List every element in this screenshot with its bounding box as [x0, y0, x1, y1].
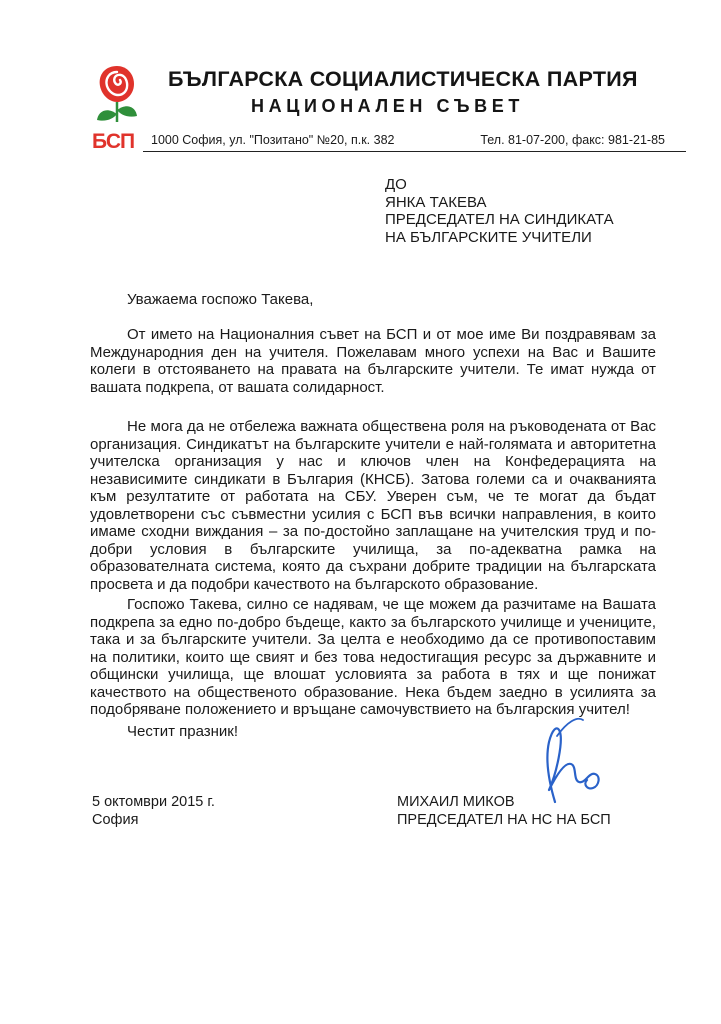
council-name: НАЦИОНАЛЕН СЪВЕТ	[251, 96, 524, 116]
org-contact: Тел. 81-07-200, факс: 981-21-85	[480, 133, 665, 147]
recipient-block	[385, 176, 614, 246]
closing-line: Честит празник!	[127, 723, 239, 740]
signer-block	[397, 793, 611, 829]
paragraph-1: От името на Националния съвет на БСП и от мое име Ви поздравявам за Международния ден на учителя. Пожелавам много успехи на Вас и Вашите колеги в отстояването на правата на българските учители. Те имат нужда от вашата подкрепа, от вашата солидарност.	[90, 326, 656, 396]
recipient-org: НА БЪЛГАРСКИТЕ УЧИТЕЛИ	[385, 228, 592, 246]
org-address: 1000 София, ул. "Позитано" №20, п.к. 382	[151, 133, 395, 147]
recipient-to: ДО	[385, 176, 407, 193]
signer-name: МИХАИЛ МИКОВ	[397, 794, 515, 810]
recipient-title: ПРЕДСЕДАТЕЛ НА СИНДИКАТА	[385, 211, 614, 228]
recipient-name: ЯНКА ТАКЕВА	[385, 193, 487, 211]
svg-text:БСП: БСП	[92, 130, 135, 152]
paragraph-2: Не мога да не отбележа важната обществена роля на ръководената от Вас организация. Синдикатът на българските учители е най-голямата и авторитетна учителска организация у нас и ключов член на Конфедерацията на независимите синдикати в България (КНСБ). Затова големи са и очакванията към резултатите от работата на СБУ. Уверен съм, че те могат да бъдат удовлетворени със съвместни усилия с БСП във всички направления, в които имаме сходни виждания – за по-достойно заплащане на учителския труд и по-добри условия в българските училища, за по-адекватна рамка на образователната система, която да съхрани добрите традиции на българската просвета и да подобри качеството на българското образование.	[90, 418, 656, 593]
signer-title: ПРЕДСЕДАТЕЛ НА НС НА БСП	[397, 812, 611, 828]
letter-city: София	[92, 812, 139, 828]
letterhead-divider	[143, 151, 686, 152]
org-name: БЪЛГАРСКА СОЦИАЛИСТИЧЕСКА ПАРТИЯ	[168, 67, 638, 91]
letter-date: 5 октомври 2015 г.	[92, 794, 215, 810]
salutation: Уважаема госпожо Такева,	[127, 291, 314, 308]
paragraph-3: Госпожо Такева, силно се надявам, че ще можем да разчитаме на Вашата подкрепа за едно по-добро бъдеще, както за българското училище и учениците, така и за българските учители. За целта е необходимо да се противопоставим на политики, които ще свият и без това недостигащия ресурс за държавните и общински училища, ще влошат условията за работа в тях и ще понижат качеството на общественото образование. Нека бъдем заедно в усилията за подобряване положението и връщане самочувствието на българския учител!	[90, 596, 656, 718]
date-place-block	[92, 793, 215, 829]
bsp-rose-logo	[92, 62, 142, 152]
